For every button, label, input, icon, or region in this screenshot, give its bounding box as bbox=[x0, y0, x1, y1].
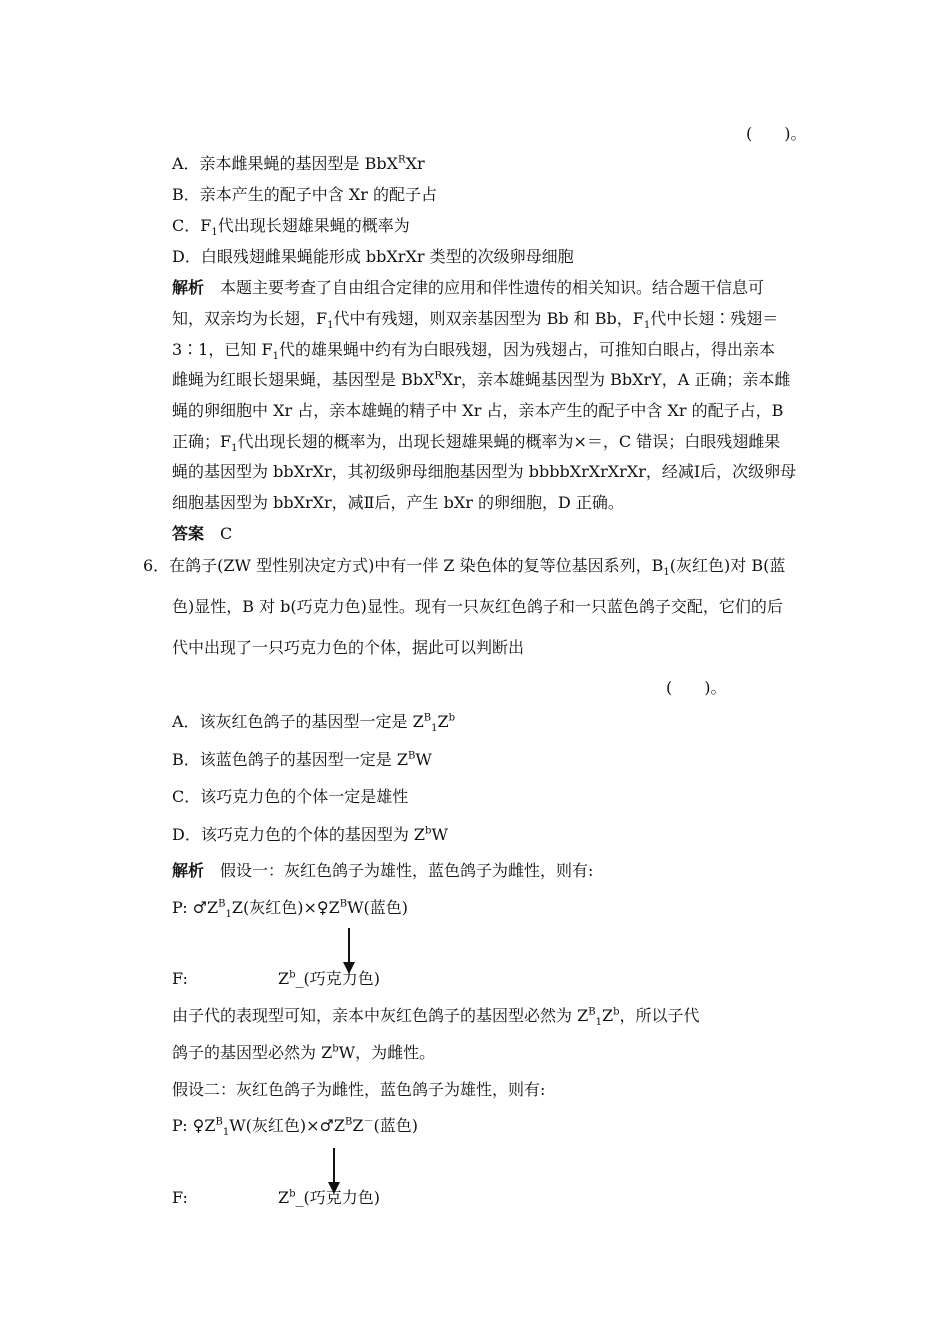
q6-cross-p1: P: $♂Z^B_1Z$(灰红色)$\times♀Z^BW$(蓝色) bbox=[172, 898, 408, 921]
q6-option-a: A．该灰红色鸽子的基因型一定是 $Z^B_1Z^b$ bbox=[172, 712, 456, 735]
q6-answer-paren: ( )。 bbox=[666, 678, 727, 697]
analysis-label: 解析 bbox=[172, 861, 205, 880]
q5-analysis-line-1: 解析 本题主要考查了自由组合定律的应用和伴性遗传的相关知识。结合题干信息可 bbox=[172, 278, 765, 297]
q6-reasoning-line-1: 由子代的表现型可知，亲本中灰红色鸽子的基因型必然为 $Z^B_1Z^b$，所以子代 bbox=[172, 1006, 700, 1029]
q5-analysis-line-5: 蝇的卵细胞中 Xr 占，亲本雄蝇的精子中 Xr 占，亲本产生的配子中含 Xr 的配子占，B bbox=[172, 401, 784, 420]
q5-option-c: C．$F_1$代出现长翅雄果蝇的概率为 bbox=[172, 216, 410, 239]
q5-analysis-line-4: 雌蝇为红眼长翅果蝇，基因型是 BbX$^R$Xr，亲本雄蝇基因型为 BbXrY，A 正确；亲本雌 bbox=[172, 370, 791, 389]
q5-answer-paren: ( )。 bbox=[746, 124, 807, 143]
q5-analysis-line-2: 知，双亲均为长翅，$F_1$代中有残翅，则双亲基因型为 Bb 和 Bb，$F_1$代中长翅∶残翅＝ bbox=[172, 309, 779, 332]
q6-hypothesis-1: 解析 假设一：灰红色鸽子为雄性，蓝色鸽子为雌性，则有: bbox=[172, 861, 594, 880]
down-arrow-icon bbox=[333, 1148, 335, 1192]
q6-cross-f2: $Z^b\_$(巧克力色) bbox=[278, 1188, 381, 1207]
q5-analysis-line-7: 蝇的基因型为 bbXrXr，其初级卵母细胞基因型为 bbbbXrXrXrXr，经减Ⅰ后，次级卵母 bbox=[172, 462, 797, 481]
answer-label: 答案 bbox=[172, 524, 205, 543]
q6-cross-f1-label: F: bbox=[172, 969, 188, 988]
q6-stem-line-1: 6．在鸽子(ZW 型性别决定方式)中有一伴 Z 染色体的复等位基因系列，$B_1$(灰红色)对 B(蓝 bbox=[143, 556, 786, 579]
q5-option-a: A．亲本雌果蝇的基因型是 BbX$^R$Xr bbox=[172, 154, 425, 173]
q6-reasoning-line-2: 鸽子的基因型必然为 $Z^bW$，为雌性。 bbox=[172, 1043, 436, 1062]
q5-answer: 答案 C bbox=[172, 524, 233, 543]
q5-analysis-line-6: 正确；$F_1$代出现长翅的概率为，出现长翅雄果蝇的概率为×＝，C 错误；白眼残翅雌果 bbox=[172, 432, 781, 455]
q6-cross-f2-label: F: bbox=[172, 1188, 188, 1207]
q5-analysis-line-3: 3∶1，已知 $F_1$代的雄果蝇中约有为白眼残翅，因为残翅占，可推知白眼占，得出亲本 bbox=[172, 340, 775, 363]
q6-stem-line-2: 色)显性，B 对 b(巧克力色)显性。现有一只灰红色鸽子和一只蓝色鸽子交配，它们的后 bbox=[172, 597, 783, 616]
q5-option-b: B．亲本产生的配子中含 Xr 的配子占 bbox=[172, 185, 437, 204]
q5-option-d: D．白眼残翅雌果蝇能形成 bbXrXr 类型的次级卵母细胞 bbox=[172, 247, 574, 266]
down-arrow-icon bbox=[348, 928, 350, 972]
q6-hypothesis-2: 假设二：灰红色鸽子为雌性，蓝色鸽子为雄性，则有: bbox=[172, 1080, 546, 1099]
q5-analysis-line-8: 细胞基因型为 bbXrXr，减Ⅱ后，产生 bXr 的卵细胞，D 正确。 bbox=[172, 493, 624, 512]
analysis-label: 解析 bbox=[172, 278, 205, 297]
q6-cross-f1: $Z^b\_$(巧克力色) bbox=[278, 969, 381, 988]
q6-cross-p2: P: $♀Z^B_1W$(灰红色)$\times♂Z^BZ^-$(蓝色) bbox=[172, 1116, 419, 1139]
q6-option-b: B．该蓝色鸽子的基因型一定是 $Z^BW$ bbox=[172, 750, 432, 769]
q6-option-d: D．该巧克力色的个体的基因型为 $Z^bW$ bbox=[172, 825, 448, 844]
q6-option-c: C．该巧克力色的个体一定是雄性 bbox=[172, 787, 409, 806]
q6-stem-line-3: 代中出现了一只巧克力色的个体，据此可以判断出 bbox=[172, 638, 525, 657]
